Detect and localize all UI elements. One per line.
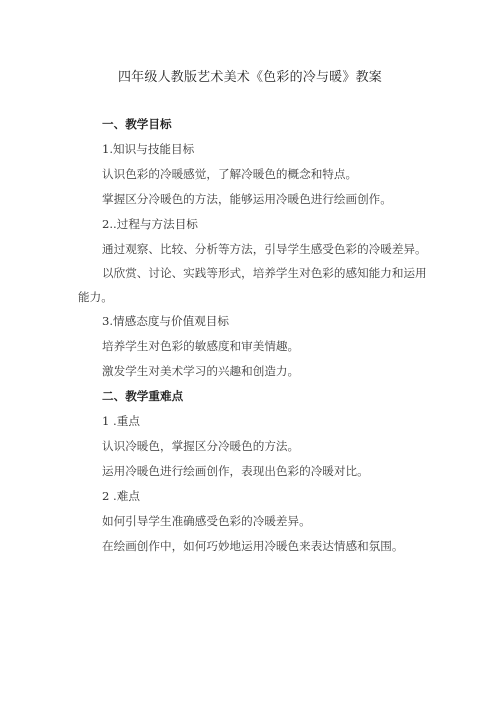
paragraph: 通过观察、比较、分析等方法，引导学生感受色彩的冷暖差异。 xyxy=(102,242,427,256)
subheading-difficult-points: 2 .难点 xyxy=(102,489,140,503)
paragraph: 认识冷暖色，掌握区分冷暖色的方法。 xyxy=(102,439,300,453)
paragraph: 如何引导学生准确感受色彩的冷暖差异。 xyxy=(102,514,311,528)
subheading-knowledge-skills: 1.知识与技能目标 xyxy=(102,142,195,156)
paragraph: 以欣赏、讨论、实践等形式，培养学生对色彩的感知能力和运用能力。 xyxy=(78,266,427,304)
document-body xyxy=(78,112,436,559)
paragraph: 培养学生对色彩的敏感度和审美情趣。 xyxy=(102,339,300,353)
subheading-attitude-values: 3.情感态度与价值观目标 xyxy=(102,314,229,328)
paragraph: 在绘画创作中，如何巧妙地运用冷暖色来表达情感和氛围。 xyxy=(102,539,404,553)
subheading-process-method: 2..过程与方法目标 xyxy=(102,217,198,231)
paragraph: 认识色彩的冷暖感觉，了解冷暖色的概念和特点。 xyxy=(102,167,358,181)
paragraph: 激发学生对美术学习的兴趣和创造力。 xyxy=(102,364,300,378)
subheading-key-points: 1 .重点 xyxy=(102,414,140,428)
paragraph: 运用冷暖色进行绘画创作，表现出色彩的冷暖对比。 xyxy=(102,464,369,478)
document-title: 四年级人教版艺术美术《色彩的冷与暖》教案 xyxy=(117,70,382,85)
section-heading-key-difficult-points: 二、教学重难点 xyxy=(102,389,184,403)
section-heading-objectives: 一、教学目标 xyxy=(102,117,172,131)
paragraph: 掌握区分冷暖色的方法，能够运用冷暖色进行绘画创作。 xyxy=(102,192,392,206)
